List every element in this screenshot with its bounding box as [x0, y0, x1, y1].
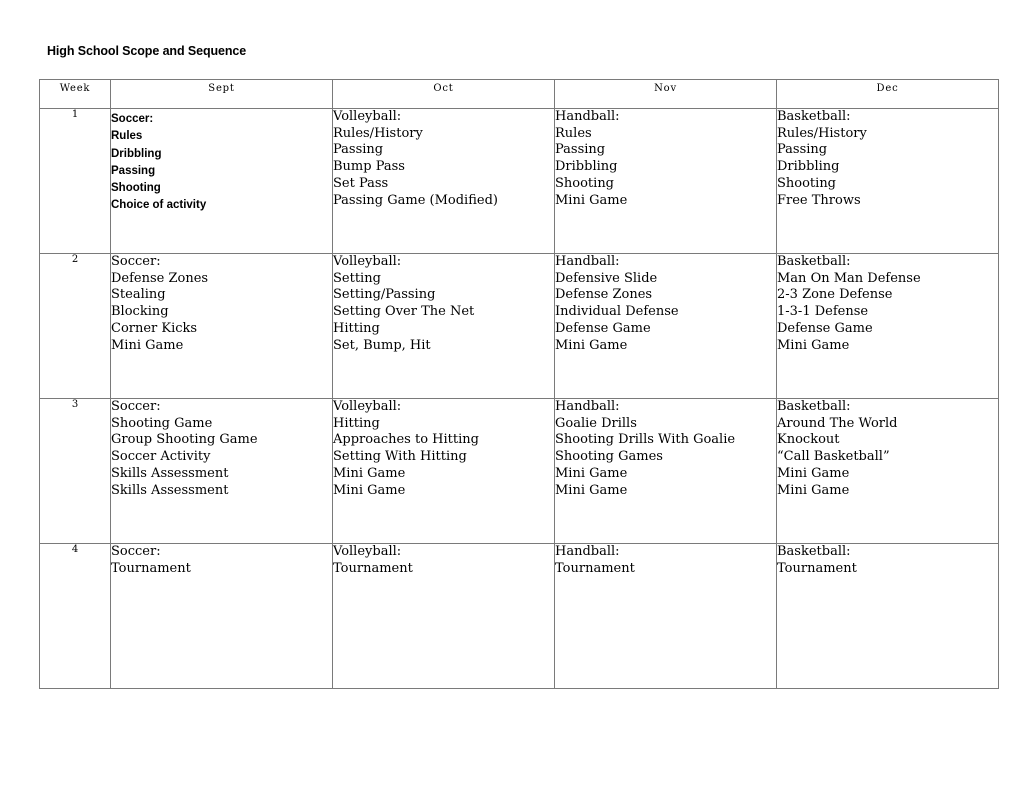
activity-item: Mini Game [555, 337, 628, 353]
activity-item: Passing Game (Modified) [333, 192, 498, 208]
table-row [40, 544, 999, 689]
activity-cell-sept [111, 254, 333, 399]
activity-item: Mini Game [555, 192, 628, 208]
activity-item: Individual Defense [555, 304, 679, 320]
sport-heading: Basketball: [777, 399, 851, 414]
activity-cell-dec [777, 399, 999, 544]
activity-item: Defense Game [777, 320, 873, 336]
sport-heading: Handball: [555, 399, 620, 414]
week-number: 1 [40, 109, 111, 254]
activity-item: Tournament [333, 560, 413, 576]
column-header-nov: Nov [555, 80, 777, 109]
week-number: 3 [40, 399, 111, 544]
activity-item: Bump Pass [333, 159, 405, 175]
page-title: High School Scope and Sequence [47, 44, 247, 58]
activity-item: Rules/History [777, 125, 867, 141]
activity-item: Rules [555, 125, 592, 141]
activity-item: “Call Basketball” [777, 449, 890, 465]
activity-item: Mini Game [777, 465, 850, 481]
activity-item: Around The World [777, 415, 898, 431]
column-header-week: Week [40, 80, 111, 109]
activity-item: Passing [111, 164, 156, 177]
activity-cell-dec [777, 254, 999, 399]
activity-cell-nov [555, 399, 777, 544]
activity-item: Skills Assessment [111, 482, 229, 498]
sport-heading: Basketball: [777, 544, 851, 559]
activity-cell-oct [333, 399, 555, 544]
activity-item: Dribbling [777, 159, 840, 175]
sport-heading: Soccer: [111, 399, 161, 414]
activity-cell-sept [111, 109, 333, 254]
activity-item: Knockout [777, 432, 840, 448]
column-header-dec: Dec [777, 80, 999, 109]
sport-heading: Volleyball: [333, 109, 402, 124]
activity-item: Mini Game [777, 337, 850, 353]
table-row [40, 254, 999, 399]
activity-item: Mini Game [555, 482, 628, 498]
table-header-row [40, 80, 999, 109]
table-row [40, 109, 999, 254]
activity-item: Shooting [555, 175, 615, 191]
activity-item: 1-3-1 Defense [777, 304, 869, 320]
activity-item: Approaches to Hitting [333, 432, 479, 448]
activity-item: Mini Game [111, 337, 184, 353]
activity-item: Mini Game [555, 465, 628, 481]
sport-heading: Handball: [555, 254, 620, 269]
activity-item: Shooting Games [555, 449, 663, 465]
activity-item: Setting Over The Net [333, 304, 475, 320]
activity-item: Dribbling [555, 159, 618, 175]
activity-item: Corner Kicks [111, 320, 198, 336]
activity-item: Tournament [555, 560, 635, 576]
activity-item: Tournament [111, 560, 191, 576]
activity-item: Man On Man Defense [777, 270, 921, 286]
activity-cell-sept [111, 544, 333, 689]
sport-heading: Volleyball: [333, 544, 402, 559]
activity-item: Rules/History [333, 125, 423, 141]
activity-item: Free Throws [777, 192, 861, 208]
week-number: 2 [40, 254, 111, 399]
sport-heading: Soccer: [111, 254, 161, 269]
activity-item: Shooting Drills With Goalie [555, 432, 736, 448]
activity-item: Passing [777, 142, 828, 158]
week-number: 4 [40, 544, 111, 689]
activity-item: Soccer Activity [111, 449, 211, 465]
sport-heading: Handball: [555, 109, 620, 124]
sport-heading: Soccer: [111, 113, 154, 125]
activity-item: Dribbling [111, 147, 162, 160]
column-header-sept: Sept [111, 80, 333, 109]
activity-item: Tournament [777, 560, 857, 576]
activity-item: Defensive Slide [555, 270, 658, 286]
activity-cell-oct [333, 544, 555, 689]
activity-item: Skills Assessment [111, 465, 229, 481]
activity-item: Shooting Game [111, 415, 213, 431]
sport-heading: Volleyball: [333, 399, 402, 414]
activity-item: Defense Game [555, 320, 651, 336]
activity-item: Mini Game [333, 465, 406, 481]
sport-heading: Handball: [555, 544, 620, 559]
activity-item: Set, Bump, Hit [333, 337, 431, 353]
activity-item: Mini Game [333, 482, 406, 498]
activity-item: Shooting [777, 175, 837, 191]
sport-heading: Basketball: [777, 109, 851, 124]
activity-item: Goalie Drills [555, 415, 637, 431]
table-body [40, 109, 999, 689]
activity-item: Mini Game [777, 482, 850, 498]
activity-item: Defense Zones [111, 270, 209, 286]
activity-item: Group Shooting Game [111, 432, 258, 448]
column-header-oct: Oct [333, 80, 555, 109]
activity-item: Stealing [111, 287, 166, 303]
activity-cell-oct [333, 109, 555, 254]
activity-cell-nov [555, 544, 777, 689]
activity-cell-nov [555, 109, 777, 254]
activity-cell-sept [111, 399, 333, 544]
activity-item: Shooting [111, 182, 161, 195]
activity-item: Hitting [333, 320, 380, 336]
sport-heading: Soccer: [111, 544, 161, 559]
sport-heading: Volleyball: [333, 254, 402, 269]
scope-sequence-table [39, 79, 999, 689]
activity-item: Setting [333, 270, 381, 286]
activity-cell-dec [777, 544, 999, 689]
activity-item: Passing [555, 142, 606, 158]
activity-item: Rules [111, 130, 143, 143]
activity-cell-dec [777, 109, 999, 254]
activity-cell-nov [555, 254, 777, 399]
activity-item: Setting/Passing [333, 287, 436, 303]
table-row [40, 399, 999, 544]
activity-item: Blocking [111, 304, 169, 320]
activity-cell-oct [333, 254, 555, 399]
activity-item: Hitting [333, 415, 380, 431]
activity-item: Set Pass [333, 175, 389, 191]
activity-item: Setting With Hitting [333, 449, 467, 465]
activity-item: 2-3 Zone Defense [777, 287, 893, 303]
activity-item: Defense Zones [555, 287, 653, 303]
activity-item: Passing [333, 142, 384, 158]
activity-item: Choice of activity [111, 199, 207, 212]
sport-heading: Basketball: [777, 254, 851, 269]
